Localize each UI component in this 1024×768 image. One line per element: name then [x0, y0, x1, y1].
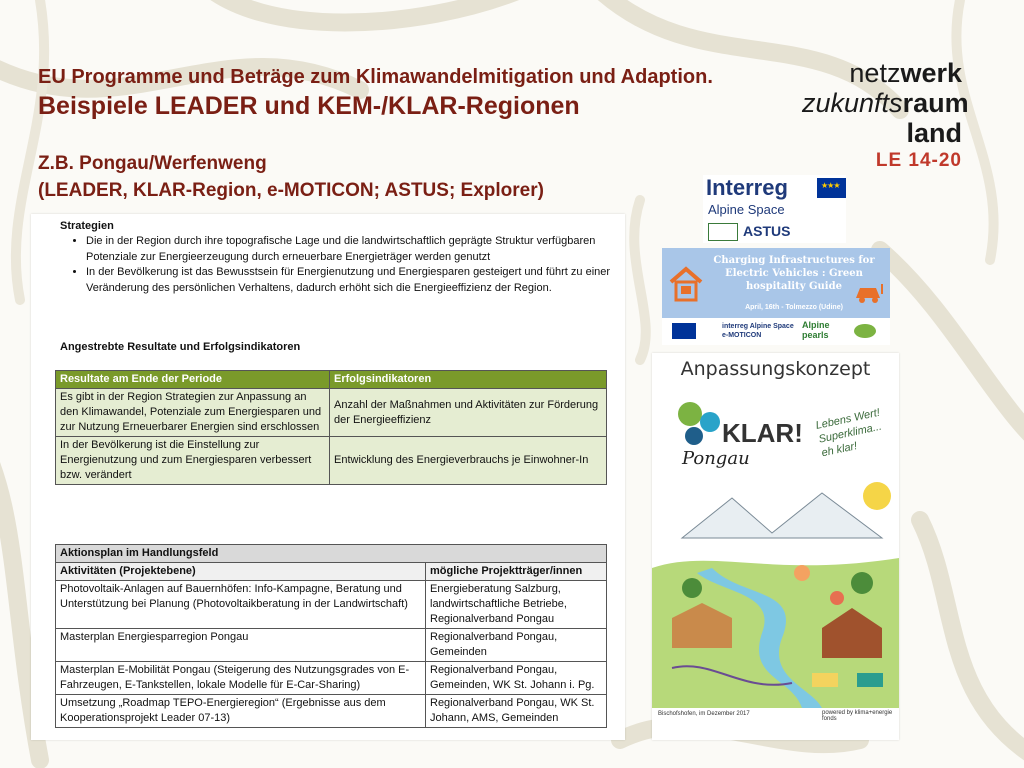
eu-flag-icon [672, 323, 696, 339]
table-caption-row [56, 545, 607, 563]
table-header: Aktivitäten (Projektebene) [56, 563, 426, 581]
partner-logo-icon [854, 324, 876, 338]
flyer-logo-alpine-pearls: Alpine pearls [802, 320, 830, 340]
strategies-heading: Strategien [60, 220, 114, 232]
logo-zukunfts: zukunfts [802, 88, 903, 118]
netzwerk-zukunftsraum-land-logo [802, 58, 969, 176]
poster-slogan: Lebens Wert! Superklima... eh klar! [814, 406, 883, 460]
slide-subtitle [38, 150, 544, 204]
astus-emblem-icon [708, 223, 738, 241]
strategy-item: • In der Bevölkerung ist das Bewusstsein für Energienutzung und Energiesparen gesteigert und führt zu einer Veränderung des persönlichen Verhaltens, dadurch erhöht sich die Energieeffizienz der Region. [86, 265, 646, 296]
table-row [56, 437, 607, 485]
slide-title [38, 64, 798, 122]
action-plan-table [55, 544, 607, 728]
table-row [56, 662, 607, 695]
table-cell: Masterplan Energiesparregion Pongau [56, 629, 426, 662]
table-header-row [56, 371, 607, 389]
logo-werk: werk [900, 58, 962, 88]
table-cell: Masterplan E-Mobilität Pongau (Steigerung des Nutzungsgrades von E-Fahrzeugen, E-Tankstellen, lokale Modelle für E-Car-Sharing) [56, 662, 426, 695]
results-table [55, 370, 607, 485]
subtitle-line-2: (LEADER, KLAR-Region, e-MOTICON; ASTUS; Explorer) [38, 180, 544, 201]
flyer-date: April, 16th - Tolmezzo (Udine) [745, 304, 843, 311]
flyer-title: Charging Infrastructures for Electric Vehicles : Green hospitality Guide [713, 255, 875, 292]
table-row [56, 629, 607, 662]
poster-powered-by: powered by klima+energie fonds [822, 710, 893, 722]
table-cell: Anzahl der Maßnahmen und Aktivitäten zur Förderung der Energieeffizienz [330, 389, 607, 437]
flyer-logo-emoticon: interreg Alpine Space e-MOTICON [722, 323, 794, 339]
table-caption: Aktionsplan im Handlungsfeld [56, 545, 607, 563]
alpine-space-label: Alpine Space [708, 202, 785, 217]
table-row [56, 389, 607, 437]
table-cell: Regionalverband Pongau, Gemeinden, WK St. Johann i. Pg. [426, 662, 607, 695]
table-cell: Umsetzung „Roadmap TEPO-Energieregion“ (Ergebnisse aus dem Kooperationsprojekt Leader 07-13) [56, 695, 426, 728]
interreg-alpine-space-astus-logo [703, 175, 846, 243]
table-row [56, 581, 607, 629]
table-cell: Entwicklung des Energieverbrauchs je Einwohner-In [330, 437, 607, 485]
document-excerpt [31, 214, 625, 740]
poster-footer: Bischofshofen, im Dezember 2017 [658, 711, 750, 717]
table-cell: Es gibt in der Region Strategien zur Anpassung an den Klimawandel, Potenziale zum Energiesparen und zur Nutzung Erneuerbarer Energien sind erschlossen [56, 389, 330, 437]
title-line-1: EU Programme und Beträge zum Klimawandelmitigation und Adaption. [38, 66, 713, 88]
logo-netz: netz [849, 58, 901, 88]
table-header-row [56, 563, 607, 581]
strategy-item: • Die in der Region durch ihre topografische Lage und die landwirtschaftlich geprägte Struktur verfügbaren Potenziale zur Energieerzeugung durch erneuerbare Energieträger werden genutzt [86, 234, 646, 265]
table-header: Resultate am Ende der Periode [56, 371, 330, 389]
klar-wordmark: KLAR! [722, 418, 803, 448]
poster-title: Anpassungskonzept [680, 358, 871, 380]
anpassungskonzept-poster [652, 353, 899, 740]
interreg-wordmark: Interreg [706, 175, 788, 200]
subtitle-line-1: Z.B. Pongau/Werfenweng [38, 153, 267, 174]
poster-region: Pongau [682, 448, 750, 469]
table-cell: Photovoltaik-Anlagen auf Bauernhöfen: Info-Kampagne, Beratung und Unterstützung bei Planung (Photovoltaikberatung in der Landwirtschaft) [56, 581, 426, 629]
astus-label: ASTUS [743, 223, 791, 239]
house-icon [668, 264, 704, 304]
logo-le-14-20: LE 14-20 [875, 150, 962, 171]
table-header: Erfolgsindikatoren [330, 371, 607, 389]
table-cell: Energieberatung Salzburg, landwirtschaftliche Betriebe, Regionalverband Pongau [426, 581, 607, 629]
table-cell: Regionalverband Pongau, WK St. Johann, AMS, Gemeinden [426, 695, 607, 728]
table-header: mögliche Projektträger/innen [426, 563, 607, 581]
table-cell: Regionalverband Pongau, Gemeinden [426, 629, 607, 662]
strategies-list [60, 234, 646, 296]
results-heading: Angestrebte Resultate und Erfolgsindikatoren [60, 341, 301, 353]
landscape-illustration [652, 478, 899, 708]
title-line-2: Beispiele LEADER und KEM-/KLAR-Regionen [38, 92, 580, 120]
ev-charging-flyer [662, 248, 890, 345]
logo-raum: raum [902, 88, 969, 118]
table-cell: In der Bevölkerung ist die Einstellung zur Energienutzung und zum Energiesparen verbessert bzw. verändert [56, 437, 330, 485]
table-row [56, 695, 607, 728]
logo-land: land [906, 118, 962, 148]
flyer-logo-band [662, 318, 890, 345]
eu-flag-icon: ★★★ [817, 178, 846, 198]
